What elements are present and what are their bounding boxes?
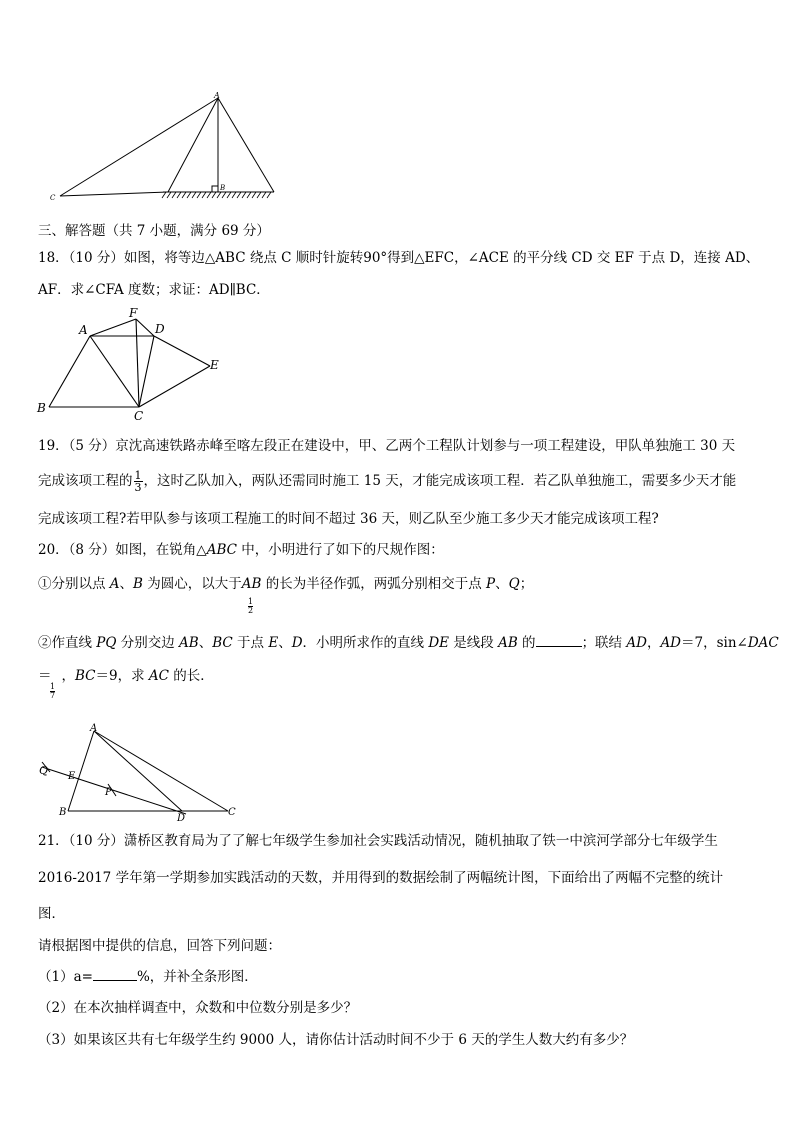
q19-line3: 完成该项工程?若甲队参与该项工程施工的时间不超过 36 天，则乙队至少施工多少天才能完成该项工程? [38, 511, 659, 527]
q20-line1 [38, 541, 444, 559]
q20-answer-blank[interactable] [536, 646, 582, 647]
q20-step1-f: AB [241, 576, 262, 592]
q20-step2-a: ②作直线 [38, 635, 97, 651]
q20-line3-e: AC [148, 668, 169, 684]
q20-step2-j: D [291, 635, 303, 651]
q20-step2-q: AD [626, 635, 647, 651]
q20-step2-e: 、 [198, 635, 213, 651]
q21-line1: 21．（10 分）潇桥区教育局为了了解七年级学生参加社会实践活动情况，随机抽取了铁一中滨河学部分七年级学生 [38, 833, 718, 849]
hatch-mark [177, 192, 181, 198]
q20-step2-n: AB [498, 635, 518, 651]
q20-step1-h: P [486, 576, 496, 592]
q20-step2-r: ， [646, 635, 661, 651]
fig17-label-a: A [214, 92, 220, 100]
hatch-mark [247, 192, 251, 198]
q20-step2-g: 于点 [232, 635, 269, 651]
fig20-label-e: E [68, 771, 76, 782]
q20-line3-d: ＝9，求 [95, 668, 149, 684]
q20-step2-t: ＝7，sin∠ [681, 635, 748, 651]
q21-sub1-a: （1）a= [38, 969, 93, 985]
fig18-label-b: B [37, 401, 46, 415]
q20-line3-a: ＝ [38, 668, 52, 684]
hatch-mark [197, 192, 201, 198]
q20-step2-d: AB [179, 635, 199, 651]
q20-step1-i: 、 [495, 576, 509, 592]
q20-line3-b: ， [61, 668, 75, 684]
q20-step1-d: B [133, 576, 143, 592]
q21-sub2: （2）在本次抽样调查中，众数和中位数分别是多少？ [38, 1000, 358, 1016]
q20-step2-o: 的 [517, 635, 536, 651]
fig18-label-a: A [79, 323, 88, 337]
q20-step2-h: E [268, 635, 279, 651]
q21-a-blank[interactable] [93, 980, 137, 981]
q20-step2-s: AD [660, 635, 682, 651]
q20-half-numerator: 1 [248, 597, 254, 606]
figure-q18 [34, 306, 234, 424]
q20-step2-b: PQ [96, 635, 117, 651]
q21-line4: 请根据图中提供的信息，回答下列问题： [38, 938, 281, 954]
hatch-mark [262, 192, 266, 198]
q21-sub3: （3）如果该区共有七年级学生约 9000 人，请你估计活动时间不少于 6 天的学生人数大约有多少？ [38, 1032, 634, 1048]
q20-step1-c: 、 [119, 576, 134, 592]
hatch-mark [242, 192, 246, 198]
hatch-mark [267, 192, 271, 198]
hatch-mark [257, 192, 261, 198]
fig18-label-e: E [210, 358, 219, 372]
q20-step1-k: ； [519, 576, 534, 592]
fig18-label-d: D [155, 322, 165, 336]
q20-step1-e: 为圆心，以大于 [142, 576, 242, 592]
q20-line1-a: 20．（8 分）如图，在锐角△ [38, 542, 207, 558]
fig20-label-c: C [228, 807, 236, 818]
q21-sub1 [38, 968, 258, 986]
q19-line2 [38, 463, 736, 499]
q20-step2-c: 分别交边 [116, 635, 180, 651]
q20-step2-k: ．小明所求作的直线 [302, 635, 429, 651]
q20-step1-j: Q [508, 576, 520, 592]
q18-line2: AF．求∠CFA 度数；求证：AD∥BC． [38, 282, 270, 298]
hatch-mark [187, 192, 191, 198]
section-title: 三、解答题（共 7 小题，满分 69 分） [38, 223, 270, 239]
hatch-mark [232, 192, 236, 198]
q20-line1-c: 中，小明进行了如下的尺规作图： [236, 542, 444, 558]
hatch-mark [252, 192, 256, 198]
fig20-label-b: B [59, 807, 67, 818]
q20-half-fraction [248, 598, 253, 615]
fig17-label-b: B [220, 184, 226, 192]
q21-sub1-b: %，并补全条形图． [136, 969, 258, 985]
figure-q20 [36, 722, 248, 822]
q20-step2-m: 是线段 [449, 635, 499, 651]
figure-q17 [48, 92, 280, 204]
hatch-mark [227, 192, 231, 198]
q20-line3-c: BC [75, 668, 96, 684]
q20-seventh-denominator: 7 [50, 691, 56, 700]
hatch-mark [222, 192, 226, 198]
q20-line3-f: 的长． [169, 668, 214, 684]
q20-step2-l: DE [428, 635, 449, 651]
q19-line2-b: ，这时乙队加入，两队还需同时施工 15 天，才能完成该项工程．若乙队单独施工，需要多少天才能 [143, 473, 737, 489]
hatch-mark [237, 192, 241, 198]
q20-step1-a: ①分别以点 [38, 576, 110, 592]
hatch-mark [172, 192, 176, 198]
q21-line3: 图． [38, 906, 65, 922]
hatch-mark [202, 192, 206, 198]
fig20-label-q: Q [39, 764, 49, 777]
q20-seventh-numerator: 1 [50, 682, 56, 691]
q20-step1-g: 的长为半径作弧，两弧分别相交于点 [261, 576, 487, 592]
q19-line1: 19．（5 分）京沈高速铁路赤峰至喀左段正在建设中，甲、乙两个工程队计划参与一项工程建设，甲队单独施工 30 天 [38, 438, 736, 454]
q19-fraction [134, 470, 143, 493]
q19-fraction-numerator: 1 [134, 469, 142, 482]
fig20-label-p: P [105, 787, 112, 798]
hatch-mark [207, 192, 211, 198]
q20-step2-i: 、 [278, 635, 292, 651]
q20-step1 [38, 575, 533, 593]
fig18-label-c: C [134, 409, 144, 423]
fig17-label-c: C [50, 194, 56, 202]
hatch-mark [217, 192, 221, 198]
q20-line3 [38, 667, 214, 685]
q20-line1-b: ABC [206, 542, 237, 558]
q20-step2-u: DAC [747, 635, 779, 651]
hatch-mark [192, 192, 196, 198]
q20-step2-p: ；联结 [581, 635, 627, 651]
hatch-mark [162, 192, 166, 198]
fig18-label-f: F [129, 306, 138, 320]
hatch-mark [212, 192, 216, 198]
q19-fraction-denominator: 3 [134, 481, 142, 494]
fig20-label-a: A [90, 723, 98, 734]
hatch-mark [182, 192, 186, 198]
q20-step2-f: BC [212, 635, 233, 651]
q20-seventh-fraction [50, 683, 55, 700]
q19-line2-a: 完成该项工程的 [38, 473, 133, 489]
hatch-mark [167, 192, 171, 198]
q18-line1: 18．（10 分）如图，将等边△ABC 绕点 C 顺时针旋转90°得到△EFC，∠ACE 的平分线 CD 交 EF 于点 D，连接 AD、 [38, 250, 760, 266]
fig20-label-d: D [177, 813, 186, 822]
q21-line2: 2016-2017 学年第一学期参加实践活动的天数，并用得到的数据绘制了两幅统计图，下面给出了两幅不完整的统计 [38, 870, 724, 886]
q20-step1-b: A [109, 576, 120, 592]
q20-step2 [38, 634, 779, 652]
q20-half-denominator: 2 [248, 606, 254, 615]
